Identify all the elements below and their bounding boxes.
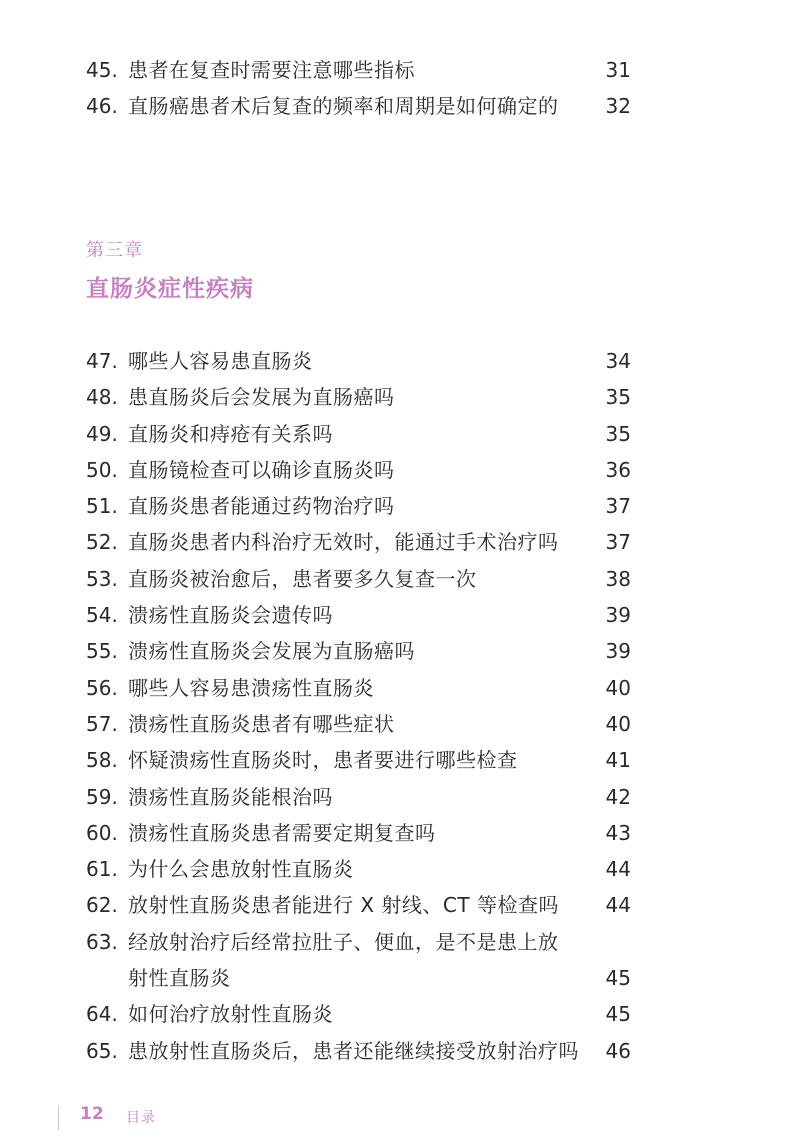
entry-page: 45 xyxy=(605,966,631,991)
entry-title: 哪些人容易患直肠炎 xyxy=(128,349,313,373)
entry-title: 哪些人容易患溃疡性直肠炎 xyxy=(128,675,374,700)
entry-number: 54. xyxy=(86,603,118,628)
toc-entry[interactable] xyxy=(86,1033,631,1069)
toc-entry[interactable] xyxy=(86,561,631,597)
entry-page: 37 xyxy=(605,530,631,555)
entry-number: 60. xyxy=(86,820,118,845)
entry-title: 如何治疗放射性直肠炎 xyxy=(128,1002,333,1027)
entry-number: 50. xyxy=(86,457,118,482)
entry-number: 59. xyxy=(86,784,118,809)
entry-page: 41 xyxy=(605,748,631,773)
entry-page: 38 xyxy=(605,566,631,591)
entry-number: 55. xyxy=(86,639,118,664)
entry-number: 57. xyxy=(86,711,118,736)
entry-title: 直肠癌患者术后复查的频率和周期是如何确定的 xyxy=(128,94,559,119)
entry-number: 47. xyxy=(86,349,118,373)
entry-page: 43 xyxy=(605,820,631,845)
entry-title: 直肠镜检查可以确诊直肠炎吗 xyxy=(128,457,395,482)
entry-page: 36 xyxy=(605,457,631,482)
entry-title: 患者在复查时需要注意哪些指标 xyxy=(128,58,415,82)
toc-entry[interactable] xyxy=(86,52,631,88)
entry-page: 39 xyxy=(605,603,631,628)
entry-number: 56. xyxy=(86,675,118,700)
entry-title: 直肠炎和痔疮有关系吗 xyxy=(128,421,333,446)
entry-number: 45. xyxy=(86,58,118,82)
entry-number: 49. xyxy=(86,421,118,446)
toc-entry[interactable] xyxy=(86,633,631,669)
entry-page: 42 xyxy=(605,784,631,809)
entry-title: 直肠炎被治愈后，患者要多久复查一次 xyxy=(128,566,477,591)
entry-number: 65. xyxy=(86,1038,118,1063)
entry-title: 经放射治疗后经常拉肚子、便血，是不是患上放 xyxy=(128,929,559,954)
entry-title: 直肠炎患者能通过药物治疗吗 xyxy=(128,494,395,519)
entry-number: 51. xyxy=(86,494,118,519)
footer-label: 目录 xyxy=(126,1110,156,1126)
toc-continuation xyxy=(86,52,631,125)
toc-entry[interactable] xyxy=(86,670,631,706)
chapter-title[interactable]: 直肠炎症性疾病 xyxy=(86,276,254,302)
toc-entry[interactable] xyxy=(86,779,631,815)
entry-page: 45 xyxy=(605,1002,631,1027)
toc-entry[interactable] xyxy=(86,379,631,415)
toc-entry[interactable] xyxy=(86,851,631,887)
entry-page: 40 xyxy=(605,675,631,700)
toc-entry[interactable] xyxy=(86,88,631,124)
entry-title: 怀疑溃疡性直肠炎时，患者要进行哪些检查 xyxy=(128,748,518,773)
toc-entry[interactable] xyxy=(86,416,631,452)
toc-entry[interactable] xyxy=(86,742,631,778)
entry-page: 35 xyxy=(605,421,631,446)
entry-number: 48. xyxy=(86,385,118,410)
entry-number: 52. xyxy=(86,530,118,555)
entry-page: 34 xyxy=(605,349,631,373)
entry-number: 64. xyxy=(86,1002,118,1027)
entry-title: 溃疡性直肠炎患者需要定期复查吗 xyxy=(128,820,436,845)
entry-page: 44 xyxy=(605,893,631,918)
entry-title: 为什么会患放射性直肠炎 xyxy=(128,857,354,882)
toc-entry[interactable] xyxy=(86,887,631,923)
entry-title: 直肠炎患者内科治疗无效时，能通过手术治疗吗 xyxy=(128,530,559,555)
entry-title: 放射性直肠炎患者能进行 X 射线、CT 等检查吗 xyxy=(128,893,559,918)
entry-page: 40 xyxy=(605,711,631,736)
entry-number: 53. xyxy=(86,566,118,591)
entry-number: 58. xyxy=(86,748,118,773)
entry-title: 溃疡性直肠炎会发展为直肠癌吗 xyxy=(128,639,415,664)
entry-number: 61. xyxy=(86,857,118,882)
toc-entry[interactable] xyxy=(86,524,631,560)
entry-number: 62. xyxy=(86,893,118,918)
toc-entry[interactable] xyxy=(86,343,631,379)
toc-entry[interactable] xyxy=(86,488,631,524)
entry-page: 37 xyxy=(605,494,631,519)
footer-page-number: 12 xyxy=(80,1104,104,1124)
entry-page: 35 xyxy=(605,385,631,410)
entry-page: 31 xyxy=(605,58,631,82)
entry-page: 39 xyxy=(605,639,631,664)
toc-entry[interactable] xyxy=(86,452,631,488)
toc-entry[interactable] xyxy=(86,924,631,997)
footer-divider xyxy=(58,1106,59,1130)
toc-entry[interactable] xyxy=(86,815,631,851)
entry-page: 46 xyxy=(605,1038,631,1063)
entry-page: 44 xyxy=(605,857,631,882)
entry-number: 63. xyxy=(86,929,118,954)
entry-title-continued: 射性直肠炎 xyxy=(128,966,231,991)
entry-title: 患放射性直肠炎后，患者还能继续接受放射治疗吗 xyxy=(128,1038,579,1063)
entry-title: 溃疡性直肠炎能根治吗 xyxy=(128,784,333,809)
chapter-label: 第三章 xyxy=(86,240,143,261)
toc-entry[interactable] xyxy=(86,996,631,1032)
toc-chapter-3 xyxy=(86,343,631,1069)
entry-title: 溃疡性直肠炎会遗传吗 xyxy=(128,603,333,628)
toc-entry[interactable] xyxy=(86,597,631,633)
entry-number: 46. xyxy=(86,94,118,119)
toc-entry[interactable] xyxy=(86,706,631,742)
entry-title: 患直肠炎后会发展为直肠癌吗 xyxy=(128,385,395,410)
page-footer xyxy=(0,1100,800,1134)
entry-page: 32 xyxy=(605,94,631,119)
entry-title: 溃疡性直肠炎患者有哪些症状 xyxy=(128,711,395,736)
